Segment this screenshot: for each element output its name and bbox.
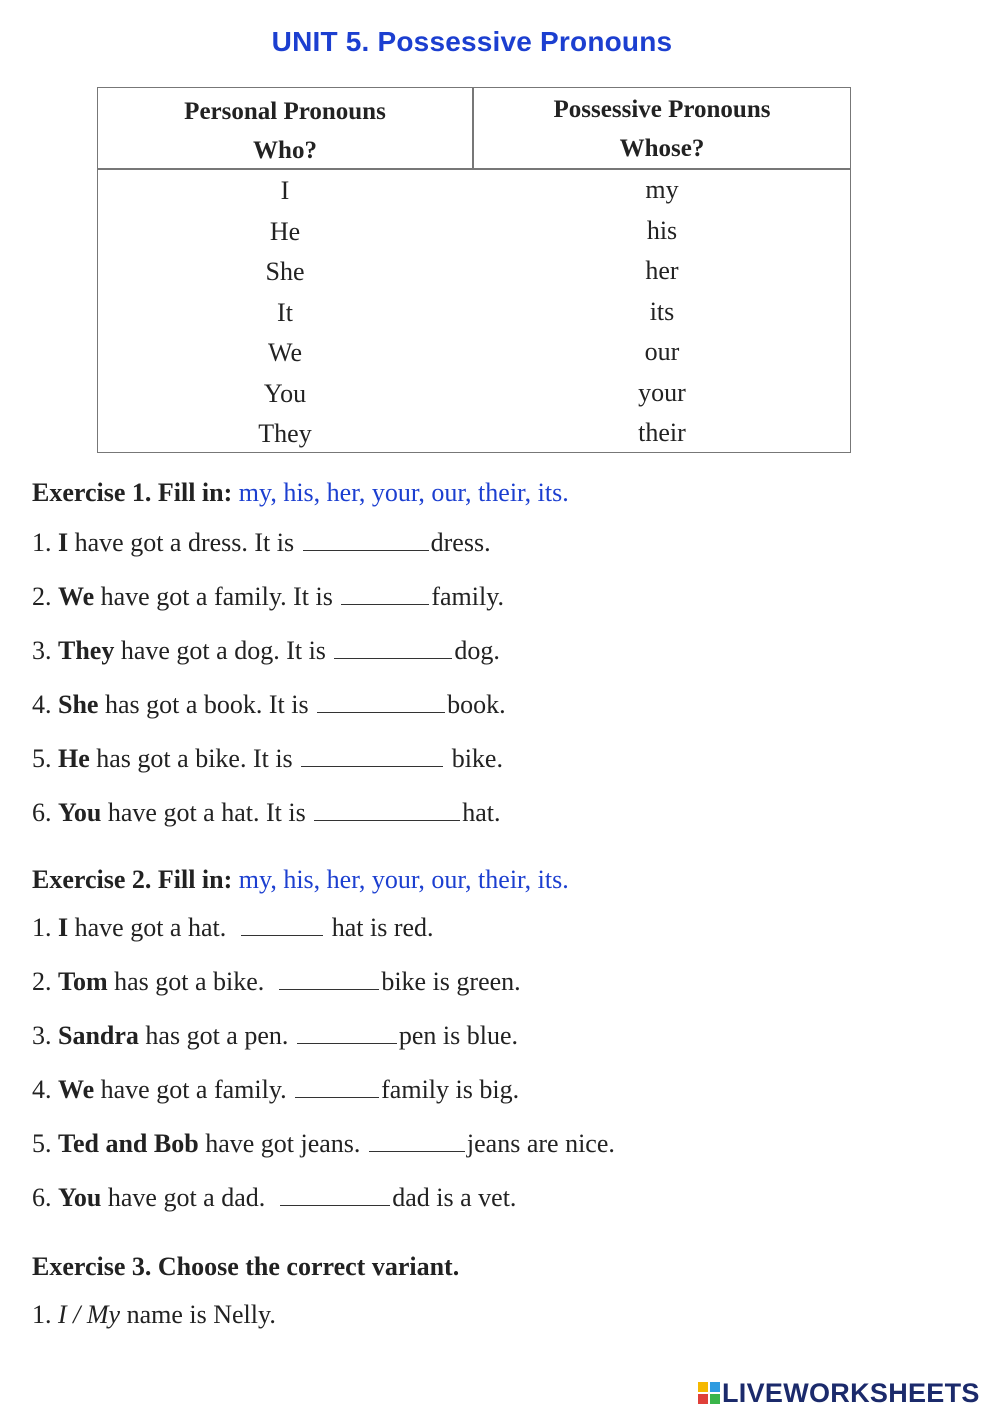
item-text: dad is a vet.: [392, 1183, 517, 1212]
item-subject: We: [58, 1075, 95, 1104]
exercise-2-item: [32, 1129, 615, 1159]
item-text: have got a family. It is: [100, 582, 333, 611]
header-line: Personal Pronouns: [184, 98, 386, 125]
item-subject: You: [58, 1183, 102, 1212]
item-text: bike.: [451, 744, 503, 773]
answer-blank[interactable]: [317, 690, 445, 713]
table-header-possessive: [474, 90, 850, 166]
item-text: has got a pen.: [145, 1021, 289, 1050]
item-number: 5.: [32, 744, 52, 773]
exercise-1-item: [32, 744, 503, 774]
item-text: have got jeans.: [205, 1129, 361, 1158]
exercise-1-item: [32, 582, 504, 612]
exercise-1-item: [32, 798, 500, 828]
table-header-personal: [98, 92, 472, 168]
item-text: family.: [431, 582, 505, 611]
item-text: family is big.: [381, 1075, 520, 1104]
liveworksheets-mark-icon: [698, 1382, 720, 1404]
exercise-1-heading: [32, 478, 569, 508]
exercise-1-item: [32, 636, 500, 666]
possessive-column: [474, 170, 850, 454]
table-cell: They: [258, 419, 312, 448]
exercise-heading-label: Exercise 3. Choose the correct variant.: [32, 1252, 460, 1281]
item-subject: Ted and Bob: [58, 1129, 199, 1158]
item-text: has got a book. It is: [104, 690, 309, 719]
word-bank: my, his, her, your, our, their, its.: [238, 478, 569, 507]
answer-blank[interactable]: [369, 1129, 465, 1152]
item-text: jeans are nice.: [466, 1129, 615, 1158]
item-text: have got a dad.: [107, 1183, 266, 1212]
answer-blank[interactable]: [314, 798, 460, 821]
table-cell: her: [645, 256, 679, 285]
table-cell: He: [269, 216, 301, 246]
exercise-2-item: [32, 1021, 518, 1051]
item-text: pen is blue.: [398, 1021, 519, 1050]
answer-blank[interactable]: [241, 913, 323, 936]
item-text: have got a hat. It is: [107, 798, 306, 827]
answer-blank[interactable]: [341, 582, 429, 605]
item-text: has got a bike. It is: [96, 744, 293, 773]
item-number: 6.: [32, 798, 52, 827]
table-cell: You: [263, 378, 307, 408]
item-number: 6.: [32, 1183, 52, 1212]
brand-name: LIVEWORKSHEETS: [722, 1378, 980, 1408]
table-cell: She: [265, 257, 305, 286]
item-subject: I: [58, 528, 69, 557]
personal-column: [98, 171, 472, 455]
item-text: have got a dress. It is: [74, 528, 295, 557]
item-text: name is Nelly.: [126, 1300, 276, 1329]
page-title: UNIT 5. Possessive Pronouns: [271, 26, 673, 57]
item-number: 1.: [32, 1300, 52, 1329]
header-line: Possessive Pronouns: [553, 96, 771, 123]
exercise-3-item: [32, 1300, 276, 1330]
item-number: 3.: [32, 636, 52, 665]
item-text: have got a hat.: [74, 913, 227, 942]
item-text: hat.: [462, 798, 501, 827]
item-subject: You: [58, 798, 102, 827]
item-subject: He: [58, 744, 90, 773]
item-number: 4.: [32, 690, 52, 719]
answer-choice[interactable]: I / My: [58, 1300, 121, 1329]
item-number: 1.: [32, 913, 52, 942]
answer-blank[interactable]: [295, 1075, 379, 1098]
exercise-2-item: [32, 967, 521, 997]
item-text: book.: [447, 690, 506, 719]
answer-blank[interactable]: [334, 636, 452, 659]
table-cell: their: [638, 418, 686, 447]
exercise-2-item: [32, 913, 434, 943]
exercise-2-item: [32, 1075, 519, 1105]
table-cell: our: [644, 337, 680, 366]
table-cell: I: [280, 176, 290, 205]
item-number: 2.: [32, 582, 52, 611]
item-subject: We: [58, 582, 95, 611]
header-line: Who?: [253, 137, 317, 164]
exercise-3-heading: [32, 1252, 459, 1282]
item-subject: Tom: [58, 967, 108, 996]
liveworksheets-logo: [698, 1378, 980, 1408]
table-cell: my: [645, 175, 679, 204]
header-line: Whose?: [619, 135, 705, 162]
exercise-2-item: [32, 1183, 516, 1213]
table-cell: its: [649, 296, 675, 326]
item-subject: They: [58, 636, 115, 665]
answer-blank[interactable]: [279, 967, 379, 990]
exercise-1-item: [32, 690, 506, 720]
item-number: 1.: [32, 528, 52, 557]
table-cell: his: [646, 215, 678, 245]
item-text: dog.: [454, 636, 500, 665]
exercise-2-heading: [32, 865, 569, 895]
table-cell: your: [638, 377, 686, 407]
item-text: have got a family.: [100, 1075, 287, 1104]
table-cell: It: [277, 297, 293, 327]
item-subject: I: [58, 913, 69, 942]
answer-blank[interactable]: [280, 1183, 390, 1206]
answer-blank[interactable]: [297, 1021, 397, 1044]
word-bank: my, his, her, your, our, their, its.: [238, 865, 569, 894]
item-number: 4.: [32, 1075, 52, 1104]
item-number: 2.: [32, 967, 52, 996]
exercise-1-item: [32, 528, 491, 558]
answer-blank[interactable]: [301, 744, 443, 767]
exercise-heading-label: Exercise 1. Fill in:: [32, 478, 233, 507]
pronoun-table: [97, 87, 851, 453]
item-text: dress.: [430, 528, 491, 557]
item-text: have got a dog. It is: [120, 636, 326, 665]
item-number: 5.: [32, 1129, 52, 1158]
table-cell: We: [268, 338, 302, 367]
item-text: hat is red.: [331, 913, 434, 942]
item-text: bike is green.: [381, 967, 521, 996]
item-number: 3.: [32, 1021, 52, 1050]
exercise-heading-label: Exercise 2. Fill in:: [32, 865, 233, 894]
item-subject: She: [58, 690, 99, 719]
item-text: has got a bike.: [114, 967, 265, 996]
answer-blank[interactable]: [303, 528, 429, 551]
item-subject: Sandra: [58, 1021, 139, 1050]
